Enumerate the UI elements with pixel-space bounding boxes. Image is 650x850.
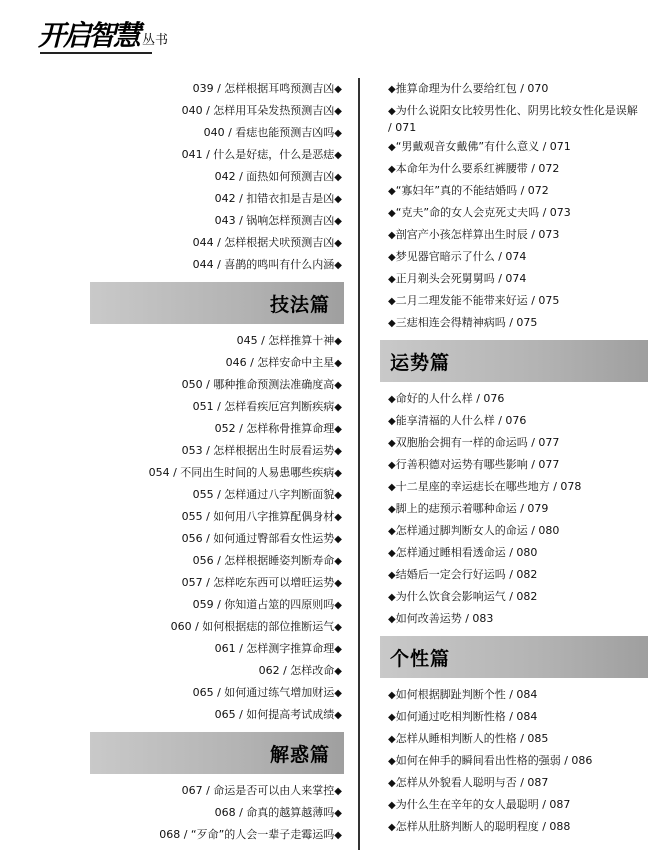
toc-entry[interactable] (388, 772, 638, 794)
toc-entry[interactable] (388, 476, 638, 498)
toc-entry[interactable] (90, 802, 344, 824)
toc-entry[interactable] (90, 78, 344, 100)
toc-entry[interactable] (90, 188, 344, 210)
section-header (90, 732, 344, 774)
toc-entry[interactable] (388, 586, 638, 608)
diamond-bullet-icon: ◆ (334, 84, 342, 95)
diamond-bullet-icon: ◆ (334, 358, 342, 369)
diamond-bullet-icon: ◆ (388, 296, 396, 307)
diamond-bullet-icon: ◆ (334, 468, 342, 479)
toc-entry[interactable] (388, 454, 638, 476)
toc-entry[interactable] (388, 728, 638, 750)
toc-entry[interactable] (388, 388, 638, 410)
toc-entry[interactable] (388, 312, 638, 334)
diamond-bullet-icon: ◆ (388, 734, 396, 745)
toc-entry[interactable] (388, 290, 638, 312)
diamond-bullet-icon: ◆ (388, 822, 396, 833)
diamond-bullet-icon: ◆ (334, 106, 342, 117)
toc-entry[interactable] (90, 484, 344, 506)
diamond-bullet-icon: ◆ (388, 548, 396, 559)
diamond-bullet-icon: ◆ (388, 252, 396, 263)
toc-entry[interactable] (388, 180, 638, 202)
toc-entry[interactable] (388, 202, 638, 224)
toc-entry-text: 052 / 怎样称骨推算命理 (214, 422, 335, 435)
toc-entry-text: 为什么生在辛年的女人最聪明 / 087 (395, 798, 571, 811)
toc-entry-text: 双胞胎会拥有一样的命运吗 / 077 (395, 436, 560, 449)
toc-entry[interactable] (90, 122, 344, 144)
diamond-bullet-icon: ◆ (388, 230, 396, 241)
section-header (380, 340, 648, 382)
toc-entry[interactable] (90, 166, 344, 188)
toc-entry[interactable] (90, 440, 344, 462)
diamond-bullet-icon: ◆ (388, 318, 396, 329)
toc-entry[interactable] (90, 374, 344, 396)
toc-entry-text: 如何根据脚趾判断个性 / 084 (395, 688, 538, 701)
toc-entry[interactable] (388, 136, 638, 158)
diamond-bullet-icon: ◆ (334, 380, 342, 391)
diamond-bullet-icon: ◆ (388, 756, 396, 767)
toc-entry-text: 040 / 怎样用耳朵发热预测吉凶 (181, 104, 335, 117)
toc-entry-text: 怎样从外貌看人聪明与否 / 087 (395, 776, 549, 789)
toc-entry-text: 067 / 命运是否可以由人来掌控 (181, 784, 335, 797)
toc-entry[interactable] (388, 564, 638, 586)
toc-entry-text: 041 / 什么是好痣，什么是恶痣 (181, 148, 335, 161)
toc-entry[interactable] (90, 144, 344, 166)
toc-entry-text: 剖宫产小孩怎样算出生时辰 / 073 (395, 228, 560, 241)
toc-entry-text: 060 / 如何根据痣的部位推断运气 (170, 620, 335, 633)
toc-entry-text: 能享清福的人什么样 / 076 (395, 414, 527, 427)
toc-entry-text: 044 / 喜鹊的鸣叫有什么内涵 (192, 258, 335, 271)
toc-entry[interactable] (388, 794, 638, 816)
toc-entry-text: 068 / “歹命”的人会一辈子走霉运吗 (159, 828, 335, 841)
toc-entry[interactable] (90, 506, 344, 528)
diamond-bullet-icon: ◆ (334, 578, 342, 589)
toc-entry-text: 054 / 不同出生时间的人易患哪些疾病 (148, 466, 335, 479)
toc-entry[interactable] (388, 608, 638, 630)
diamond-bullet-icon: ◆ (388, 504, 396, 515)
toc-entry-text: 正月剃头会死舅舅吗 / 074 (395, 272, 527, 285)
toc-entry-text: 为什么饮食会影响运气 / 082 (395, 590, 538, 603)
diamond-bullet-icon: ◆ (334, 238, 342, 249)
logo-underline (40, 52, 152, 54)
toc-entry-text: 如何在伸手的瞬间看出性格的强弱 / 086 (395, 754, 593, 767)
diamond-bullet-icon: ◆ (334, 336, 342, 347)
diamond-bullet-icon: ◆ (334, 830, 342, 841)
diamond-bullet-icon: ◆ (388, 778, 396, 789)
diamond-bullet-icon: ◆ (334, 666, 342, 677)
toc-entry[interactable] (90, 824, 344, 846)
toc-right-column (388, 78, 638, 838)
toc-entry-text: 039 / 怎样根据耳鸣预测吉凶 (192, 82, 335, 95)
toc-entry[interactable] (90, 210, 344, 232)
toc-entry[interactable] (388, 520, 638, 542)
toc-entry[interactable] (90, 254, 344, 276)
toc-entry-text: 如何改善运势 / 083 (395, 612, 494, 625)
diamond-bullet-icon: ◆ (388, 614, 396, 625)
column-divider (358, 78, 360, 850)
diamond-bullet-icon: ◆ (334, 424, 342, 435)
toc-entry-text: 055 / 如何用八字推算配偶身材 (181, 510, 335, 523)
diamond-bullet-icon: ◆ (388, 84, 396, 95)
toc-entry[interactable] (388, 268, 638, 290)
diamond-bullet-icon: ◆ (334, 446, 342, 457)
toc-entry-text: 梦见器官暗示了什么 / 074 (395, 250, 527, 263)
toc-entry-text: “克夫”命的女人会克死丈夫吗 / 073 (395, 206, 571, 219)
toc-entry-text: 怎样通过脚判断女人的命运 / 080 (395, 524, 560, 537)
series-logo (38, 14, 168, 54)
toc-entry-text: 042 / 面热如何预测吉凶 (214, 170, 335, 183)
section-title: 技法篇 (269, 293, 330, 316)
diamond-bullet-icon: ◆ (334, 512, 342, 523)
diamond-bullet-icon: ◆ (334, 150, 342, 161)
toc-entry[interactable] (388, 432, 638, 454)
diamond-bullet-icon: ◆ (334, 786, 342, 797)
toc-entry-text: 043 / 锅响怎样预测吉凶 (214, 214, 335, 227)
diamond-bullet-icon: ◆ (388, 208, 396, 219)
toc-entry-text: 推算命理为什么要给红包 / 070 (395, 82, 549, 95)
toc-entry[interactable] (90, 594, 344, 616)
toc-entry[interactable] (90, 232, 344, 254)
toc-entry[interactable] (90, 528, 344, 550)
diamond-bullet-icon: ◆ (334, 216, 342, 227)
toc-entry-text: 行善积德对运势有哪些影响 / 077 (395, 458, 560, 471)
diamond-bullet-icon: ◆ (388, 526, 396, 537)
diamond-bullet-icon: ◆ (388, 690, 396, 701)
toc-entry-text: 十二星座的幸运痣长在哪些地方 / 078 (395, 480, 582, 493)
toc-entry-text: “男戴观音女戴佛”有什么意义 / 071 (395, 140, 571, 153)
toc-entry-text: 040 / 看痣也能预测吉凶吗 (203, 126, 335, 139)
section-title: 个性篇 (390, 647, 451, 670)
toc-entry[interactable] (90, 550, 344, 572)
diamond-bullet-icon: ◆ (334, 128, 342, 139)
toc-entry-text: 062 / 怎样改命 (258, 664, 335, 677)
diamond-bullet-icon: ◆ (388, 592, 396, 603)
toc-entry-text: 三痣相连会得精神病吗 / 075 (395, 316, 538, 329)
toc-entry-text: 怎样从肚脐判断人的聪明程度 / 088 (395, 820, 571, 833)
toc-entry-text: 061 / 怎样测字推算命理 (214, 642, 335, 655)
diamond-bullet-icon: ◆ (334, 556, 342, 567)
toc-entry-text: 065 / 如何通过练气增加财运 (192, 686, 335, 699)
toc-entry-text: 本命年为什么要系红裤腰带 / 072 (395, 162, 560, 175)
diamond-bullet-icon: ◆ (388, 570, 396, 581)
diamond-bullet-icon: ◆ (334, 402, 342, 413)
series-logo-title: 开启智慧 (38, 19, 139, 52)
toc-entry-text: 二月二理发能不能带来好运 / 075 (395, 294, 560, 307)
toc-entry-text: 怎样通过睡相看透命运 / 080 (395, 546, 538, 559)
toc-entry-text: 046 / 怎样安命中主星 (225, 356, 335, 369)
section-header (380, 636, 648, 678)
toc-entry-text: 068 / 命真的越算越薄吗 (214, 806, 335, 819)
toc-entry-text: 044 / 怎样根据犬吠预测吉凶 (192, 236, 335, 249)
toc-entry[interactable] (388, 246, 638, 268)
toc-entry-text: 050 / 哪种推命预测法准确度高 (181, 378, 335, 391)
diamond-bullet-icon: ◆ (388, 186, 396, 197)
section-header (90, 282, 344, 324)
diamond-bullet-icon: ◆ (334, 194, 342, 205)
diamond-bullet-icon: ◆ (334, 600, 342, 611)
toc-entry-text: 053 / 怎样根据出生时辰看运势 (181, 444, 335, 457)
diamond-bullet-icon: ◆ (388, 394, 396, 405)
toc-entry-text: 059 / 你知道占筮的四原则吗 (192, 598, 335, 611)
toc-entry-text: 055 / 怎样通过八字判断面貌 (192, 488, 335, 501)
toc-entry-text: 056 / 如何通过臀部看女性运势 (181, 532, 335, 545)
toc-entry[interactable] (90, 616, 344, 638)
toc-entry-text: 056 / 怎样根据睡姿判断寿命 (192, 554, 335, 567)
diamond-bullet-icon: ◆ (334, 710, 342, 721)
diamond-bullet-icon: ◆ (334, 260, 342, 271)
toc-entry[interactable] (388, 750, 638, 772)
diamond-bullet-icon: ◆ (388, 482, 396, 493)
toc-entry[interactable] (90, 704, 344, 726)
toc-entry-text: 命好的人什么样 / 076 (395, 392, 505, 405)
toc-entry[interactable] (388, 706, 638, 728)
diamond-bullet-icon: ◆ (388, 274, 396, 285)
toc-entry[interactable] (388, 816, 638, 838)
toc-entry[interactable] (90, 682, 344, 704)
toc-entry-text: 057 / 怎样吃东西可以增旺运势 (181, 576, 335, 589)
diamond-bullet-icon: ◆ (388, 416, 396, 427)
toc-left-column (90, 78, 344, 846)
toc-entry-text: 065 / 如何提高考试成绩 (214, 708, 335, 721)
toc-entry-text: 051 / 怎样看疾厄宫判断疾病 (192, 400, 335, 413)
diamond-bullet-icon: ◆ (334, 534, 342, 545)
toc-entry[interactable] (388, 224, 638, 246)
toc-entry[interactable] (90, 396, 344, 418)
diamond-bullet-icon: ◆ (334, 622, 342, 633)
section-title: 运势篇 (390, 351, 451, 374)
diamond-bullet-icon: ◆ (388, 106, 396, 117)
diamond-bullet-icon: ◆ (388, 164, 396, 175)
toc-entry[interactable] (90, 330, 344, 352)
diamond-bullet-icon: ◆ (388, 142, 396, 153)
diamond-bullet-icon: ◆ (334, 688, 342, 699)
section-title: 解惑篇 (269, 743, 330, 766)
diamond-bullet-icon: ◆ (334, 644, 342, 655)
toc-entry[interactable] (90, 660, 344, 682)
toc-entry[interactable] (388, 158, 638, 180)
toc-entry-text: 怎样从睡相判断人的性格 / 085 (395, 732, 549, 745)
toc-entry[interactable] (90, 100, 344, 122)
toc-entry[interactable] (388, 100, 638, 136)
diamond-bullet-icon: ◆ (388, 460, 396, 471)
diamond-bullet-icon: ◆ (334, 808, 342, 819)
toc-entry[interactable] (90, 572, 344, 594)
diamond-bullet-icon: ◆ (388, 438, 396, 449)
toc-entry-text: “寡妇年”真的不能结婚吗 / 072 (395, 184, 549, 197)
series-logo-subtitle: 丛书 (142, 33, 169, 48)
toc-entry-text: 如何通过吃相判断性格 / 084 (395, 710, 538, 723)
toc-entry-text: 042 / 扣错衣扣是吉是凶 (214, 192, 335, 205)
diamond-bullet-icon: ◆ (388, 712, 396, 723)
diamond-bullet-icon: ◆ (334, 490, 342, 501)
toc-entry[interactable] (90, 462, 344, 484)
toc-entry-text: 为什么说阳女比较男性化、阴男比较女性化是误解 / 071 (388, 104, 638, 134)
toc-entry-text: 045 / 怎样推算十神 (236, 334, 335, 347)
toc-entry[interactable] (388, 684, 638, 706)
toc-entry[interactable] (90, 638, 344, 660)
toc-entry[interactable] (90, 352, 344, 374)
toc-entry[interactable] (388, 498, 638, 520)
diamond-bullet-icon: ◆ (334, 172, 342, 183)
toc-entry[interactable] (388, 542, 638, 564)
toc-entry-text: 结婚后一定会行好运吗 / 082 (395, 568, 538, 581)
toc-entry[interactable] (388, 78, 638, 100)
toc-entry[interactable] (388, 410, 638, 432)
toc-entry[interactable] (90, 780, 344, 802)
toc-entry-text: 脚上的痣预示着哪种命运 / 079 (395, 502, 549, 515)
diamond-bullet-icon: ◆ (388, 800, 396, 811)
toc-entry[interactable] (90, 418, 344, 440)
